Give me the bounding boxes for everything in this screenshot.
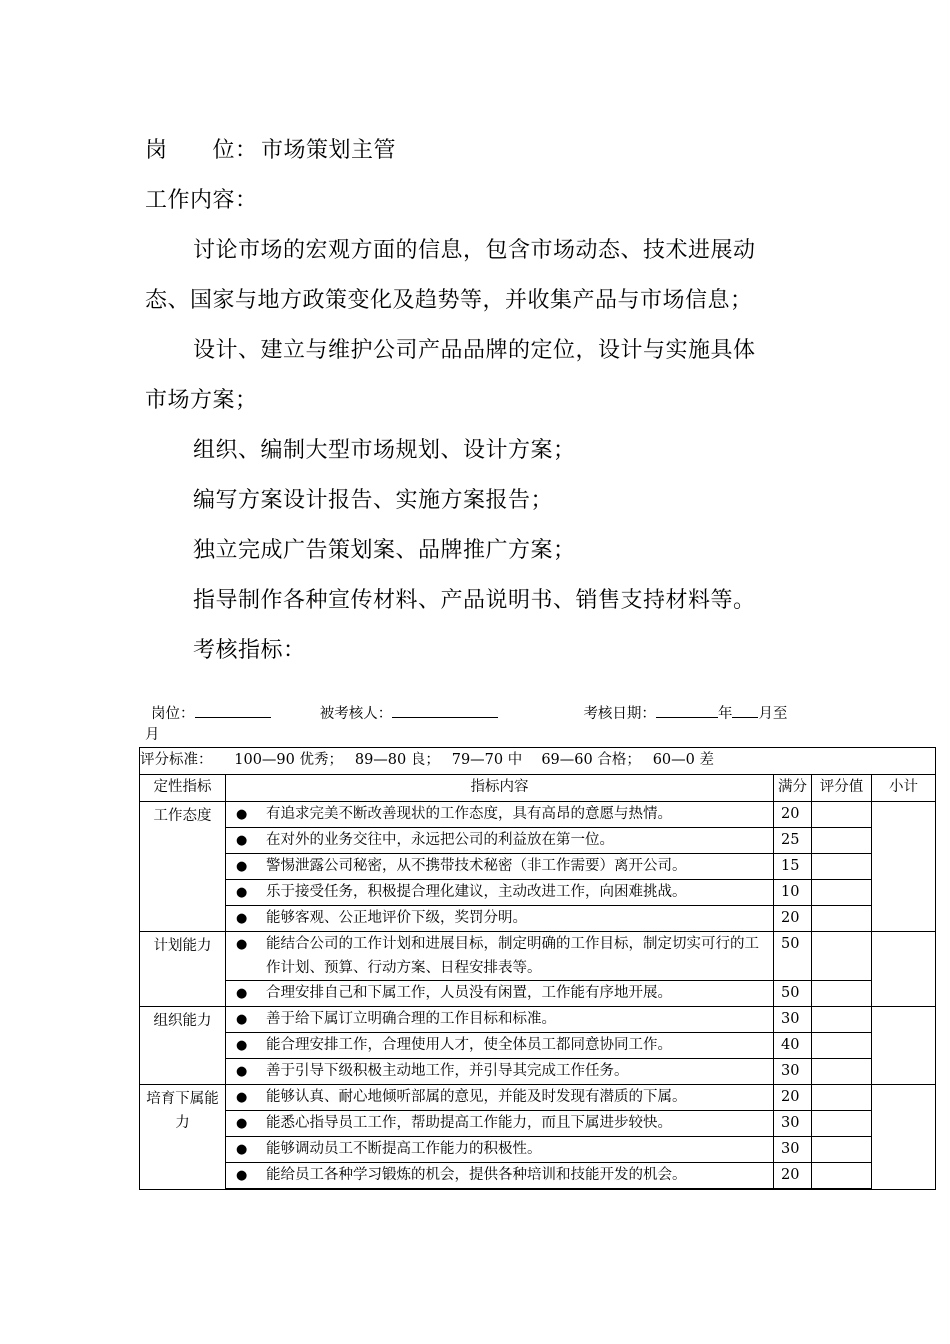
month-to-label: 月至 bbox=[758, 706, 788, 722]
table-row bbox=[140, 1059, 936, 1085]
indicator-cell: ● 合理安排自己和下属工作，人员没有闲置，工作能有序地开展。 bbox=[226, 981, 774, 1007]
bullet-icon: ● bbox=[236, 833, 248, 848]
bullet-icon: ● bbox=[236, 885, 248, 900]
indicator-cell: ● 善于给下属订立明确合理的工作目标和标准。 bbox=[226, 1007, 774, 1033]
full-score: 50 bbox=[774, 981, 812, 1007]
table-row bbox=[140, 1111, 936, 1137]
table-row bbox=[140, 828, 936, 854]
indicator-cell: ● 在对外的业务交往中，永远把公司的利益放在第一位。 bbox=[226, 828, 774, 854]
month-end-label: 月 bbox=[145, 727, 160, 743]
indicator-cell: ● 善于引导下级积极主动地工作，并引导其完成工作任务。 bbox=[226, 1059, 774, 1085]
full-score: 20 bbox=[774, 1163, 812, 1190]
scoring-standard: 评分标准： 100—90 优秀； 89—80 良； 79—70 中 69—60 合格； 60—0 差 bbox=[140, 748, 936, 775]
paragraph-1-line-2: 态、国家与地方政策变化及趋势等，并收集产品与市场信息； bbox=[145, 288, 753, 313]
full-score: 20 bbox=[774, 802, 812, 828]
post-field-label: 岗位： bbox=[151, 706, 195, 722]
subtotal-cell[interactable] bbox=[872, 1085, 936, 1190]
bullet-icon: ● bbox=[236, 937, 248, 952]
score-cell[interactable] bbox=[812, 1007, 872, 1033]
full-score: 30 bbox=[774, 1007, 812, 1033]
subtotal-cell[interactable] bbox=[872, 1007, 936, 1085]
full-score: 30 bbox=[774, 1111, 812, 1137]
indicator-cell: ● 警惕泄露公司秘密，从不携带技术秘密（非工作需要）离开公司。 bbox=[226, 854, 774, 880]
table-row bbox=[140, 1085, 936, 1111]
full-score: 20 bbox=[774, 1085, 812, 1111]
score-cell[interactable] bbox=[812, 981, 872, 1007]
paragraph-2-line-2: 市场方案； bbox=[145, 388, 258, 413]
post-line bbox=[145, 137, 396, 165]
paragraph-5: 独立完成广告策划案、品牌推广方案； bbox=[193, 538, 576, 563]
score-cell[interactable] bbox=[812, 1137, 872, 1163]
indicator-cell: ● 能够调动员工不断提高工作能力的积极性。 bbox=[226, 1137, 774, 1163]
full-score: 20 bbox=[774, 906, 812, 932]
bullet-icon: ● bbox=[236, 1116, 248, 1131]
score-cell[interactable] bbox=[812, 906, 872, 932]
category-planning: 计划能力 bbox=[140, 932, 226, 1007]
evaluation-table bbox=[139, 747, 936, 1190]
score-cell[interactable] bbox=[812, 1059, 872, 1085]
bullet-icon: ● bbox=[236, 911, 248, 926]
month-start-blank[interactable] bbox=[732, 702, 758, 718]
bullet-icon: ● bbox=[236, 1012, 248, 1027]
table-row bbox=[140, 802, 936, 828]
table-row bbox=[140, 1033, 936, 1059]
assessee-field-label: 被考核人： bbox=[319, 706, 393, 722]
score-cell[interactable] bbox=[812, 880, 872, 906]
work-content-label: 工作内容： bbox=[145, 188, 258, 213]
table-row bbox=[140, 1137, 936, 1163]
indicator-cell: ● 能够认真、耐心地倾听部属的意见，并能及时发现有潜质的下属。 bbox=[226, 1085, 774, 1111]
score-cell[interactable] bbox=[812, 1033, 872, 1059]
col-score: 评分值 bbox=[812, 775, 872, 802]
post-label: 岗 位： bbox=[145, 138, 258, 163]
paragraph-6: 指导制作各种宣传材料、产品说明书、销售支持材料等。 bbox=[193, 588, 756, 613]
full-score: 30 bbox=[774, 1059, 812, 1085]
col-full-score: 满分 bbox=[774, 775, 812, 802]
score-cell[interactable] bbox=[812, 1111, 872, 1137]
bullet-icon: ● bbox=[236, 1064, 248, 1079]
table-row bbox=[140, 906, 936, 932]
bullet-icon: ● bbox=[236, 1038, 248, 1053]
bullet-icon: ● bbox=[236, 1168, 248, 1183]
assessment-label: 考核指标： bbox=[193, 638, 306, 663]
indicator-cell: ● 能悉心指导员工工作，帮助提高工作能力，而且下属进步较快。 bbox=[226, 1111, 774, 1137]
table-row bbox=[140, 981, 936, 1007]
table-row bbox=[140, 854, 936, 880]
indicator-cell: ● 能够客观、公正地评价下级，奖罚分明。 bbox=[226, 906, 774, 932]
post-field-blank[interactable] bbox=[195, 702, 271, 718]
table-row bbox=[140, 880, 936, 906]
year-label: 年 bbox=[717, 706, 733, 722]
full-score: 10 bbox=[774, 880, 812, 906]
column-header-row bbox=[140, 775, 936, 802]
indicator-cell: ● 能结合公司的工作计划和进展目标，制定明确的工作目标，制定切实可行的工作计划、预算、行动方案、日程安排表等。 bbox=[226, 932, 774, 981]
paragraph-1-line-1: 讨论市场的宏观方面的信息，包含市场动态、技术进展动 bbox=[193, 238, 756, 263]
table-row bbox=[140, 1163, 936, 1190]
full-score: 50 bbox=[774, 932, 812, 981]
full-score: 30 bbox=[774, 1137, 812, 1163]
full-score: 25 bbox=[774, 828, 812, 854]
subtotal-cell[interactable] bbox=[872, 932, 936, 1007]
bullet-icon: ● bbox=[236, 807, 248, 822]
indicator-cell: ● 乐于接受任务，积极提合理化建议，主动改进工作，向困难挑战。 bbox=[226, 880, 774, 906]
indicator-cell: ● 有追求完美不断改善现状的工作态度，具有高昂的意愿与热情。 bbox=[226, 802, 774, 828]
year-blank[interactable] bbox=[656, 702, 718, 718]
indicator-cell: ● 能合理安排工作，合理使用人才，使全体员工都同意协同工作。 bbox=[226, 1033, 774, 1059]
category-developing-subordinates: 培育下属能力 bbox=[140, 1085, 226, 1190]
score-cell[interactable] bbox=[812, 1085, 872, 1111]
form-header-line bbox=[151, 702, 787, 724]
col-content: 指标内容 bbox=[226, 775, 774, 802]
score-cell[interactable] bbox=[812, 1163, 872, 1190]
assessee-field-blank[interactable] bbox=[392, 702, 498, 718]
scoring-standard-row bbox=[140, 748, 936, 775]
col-category: 定性指标 bbox=[140, 775, 226, 802]
subtotal-cell[interactable] bbox=[872, 802, 936, 932]
full-score: 40 bbox=[774, 1033, 812, 1059]
bullet-icon: ● bbox=[236, 1090, 248, 1105]
table-row bbox=[140, 1007, 936, 1033]
bullet-icon: ● bbox=[236, 859, 248, 874]
score-cell[interactable] bbox=[812, 854, 872, 880]
paragraph-3: 组织、编制大型市场规划、设计方案； bbox=[193, 438, 576, 463]
paragraph-4: 编写方案设计报告、实施方案报告； bbox=[193, 488, 554, 513]
bullet-icon: ● bbox=[236, 1142, 248, 1157]
indicator-cell: ● 能给员工各种学习锻炼的机会，提供各种培训和技能开发的机会。 bbox=[226, 1163, 774, 1190]
category-organizing: 组织能力 bbox=[140, 1007, 226, 1085]
full-score: 15 bbox=[774, 854, 812, 880]
post-value: 市场策划主管 bbox=[261, 138, 397, 163]
score-cell[interactable] bbox=[812, 802, 872, 828]
date-field-label: 考核日期： bbox=[583, 706, 656, 722]
score-cell[interactable] bbox=[812, 932, 872, 981]
table-row bbox=[140, 932, 936, 981]
col-subtotal: 小计 bbox=[872, 775, 936, 802]
score-cell[interactable] bbox=[812, 828, 872, 854]
paragraph-2-line-1: 设计、建立与维护公司产品品牌的定位，设计与实施具体 bbox=[193, 338, 756, 363]
bullet-icon: ● bbox=[236, 986, 248, 1001]
category-work-attitude: 工作态度 bbox=[140, 802, 226, 932]
